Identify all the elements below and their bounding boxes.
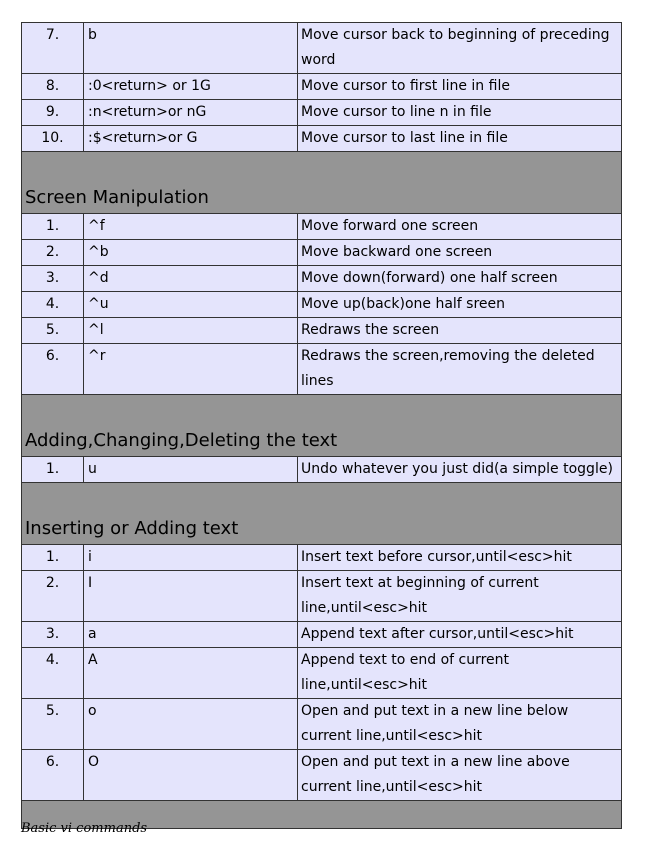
row-number: 4. [22, 648, 84, 699]
table-body [22, 23, 622, 829]
command-cell: ^d [84, 266, 298, 292]
row-number: 2. [22, 571, 84, 622]
table-row [22, 126, 622, 152]
table-row [22, 699, 622, 750]
table-row [22, 266, 622, 292]
description-cell: Move forward one screen [298, 214, 622, 240]
command-cell: i [84, 545, 298, 571]
row-number: 1. [22, 457, 84, 483]
description-cell: Insert text before cursor,until<esc>hit [298, 545, 622, 571]
section-header [22, 152, 622, 214]
row-number: 2. [22, 240, 84, 266]
command-cell: O [84, 750, 298, 801]
description-cell: Open and put text in a new line below current line,until<esc>hit [298, 699, 622, 750]
command-cell: A [84, 648, 298, 699]
table-row [22, 545, 622, 571]
description-cell: Undo whatever you just did(a simple toggle) [298, 457, 622, 483]
row-number: 3. [22, 266, 84, 292]
table-row [22, 344, 622, 395]
row-number: 4. [22, 292, 84, 318]
row-number: 7. [22, 23, 84, 74]
description-cell: Append text after cursor,until<esc>hit [298, 622, 622, 648]
description-cell: Move down(forward) one half screen [298, 266, 622, 292]
command-cell: o [84, 699, 298, 750]
command-cell: u [84, 457, 298, 483]
description-cell: Move cursor to first line in file [298, 74, 622, 100]
table-row [22, 318, 622, 344]
row-number: 9. [22, 100, 84, 126]
command-cell: :0<return> or 1G [84, 74, 298, 100]
description-cell: Move up(back)one half sreen [298, 292, 622, 318]
description-cell: Move backward one screen [298, 240, 622, 266]
description-cell: Move cursor to line n in file [298, 100, 622, 126]
command-cell: :$<return>or G [84, 126, 298, 152]
command-cell: ^f [84, 214, 298, 240]
command-cell: b [84, 23, 298, 74]
table-row [22, 100, 622, 126]
description-cell: Redraws the screen [298, 318, 622, 344]
table-caption: Basic vi commands [21, 821, 148, 836]
section-title: Screen Manipulation [22, 152, 622, 214]
vi-commands-table [21, 22, 622, 829]
table-row [22, 240, 622, 266]
command-cell: ^l [84, 318, 298, 344]
row-number: 8. [22, 74, 84, 100]
section-header [22, 483, 622, 545]
row-number: 3. [22, 622, 84, 648]
row-number: 1. [22, 214, 84, 240]
row-number: 5. [22, 699, 84, 750]
section-header [22, 395, 622, 457]
description-cell: Move cursor back to beginning of preceding word [298, 23, 622, 74]
table-row [22, 457, 622, 483]
table-row [22, 74, 622, 100]
description-cell: Open and put text in a new line above current line,until<esc>hit [298, 750, 622, 801]
row-number: 10. [22, 126, 84, 152]
command-cell: ^u [84, 292, 298, 318]
description-cell: Insert text at beginning of current line,until<esc>hit [298, 571, 622, 622]
table-row [22, 292, 622, 318]
command-cell: :n<return>or nG [84, 100, 298, 126]
row-number: 1. [22, 545, 84, 571]
section-title: Adding,Changing,Deleting the text [22, 395, 622, 457]
table-row [22, 750, 622, 801]
command-cell: ^r [84, 344, 298, 395]
row-number: 5. [22, 318, 84, 344]
description-cell: Redraws the screen,removing the deleted lines [298, 344, 622, 395]
table-row [22, 571, 622, 622]
table-row [22, 622, 622, 648]
row-number: 6. [22, 344, 84, 395]
command-cell: I [84, 571, 298, 622]
command-cell: a [84, 622, 298, 648]
command-cell: ^b [84, 240, 298, 266]
table-row [22, 23, 622, 74]
row-number: 6. [22, 750, 84, 801]
table-row [22, 648, 622, 699]
description-cell: Move cursor to last line in file [298, 126, 622, 152]
table-row [22, 214, 622, 240]
section-title: Inserting or Adding text [22, 483, 622, 545]
description-cell: Append text to end of current line,until<esc>hit [298, 648, 622, 699]
